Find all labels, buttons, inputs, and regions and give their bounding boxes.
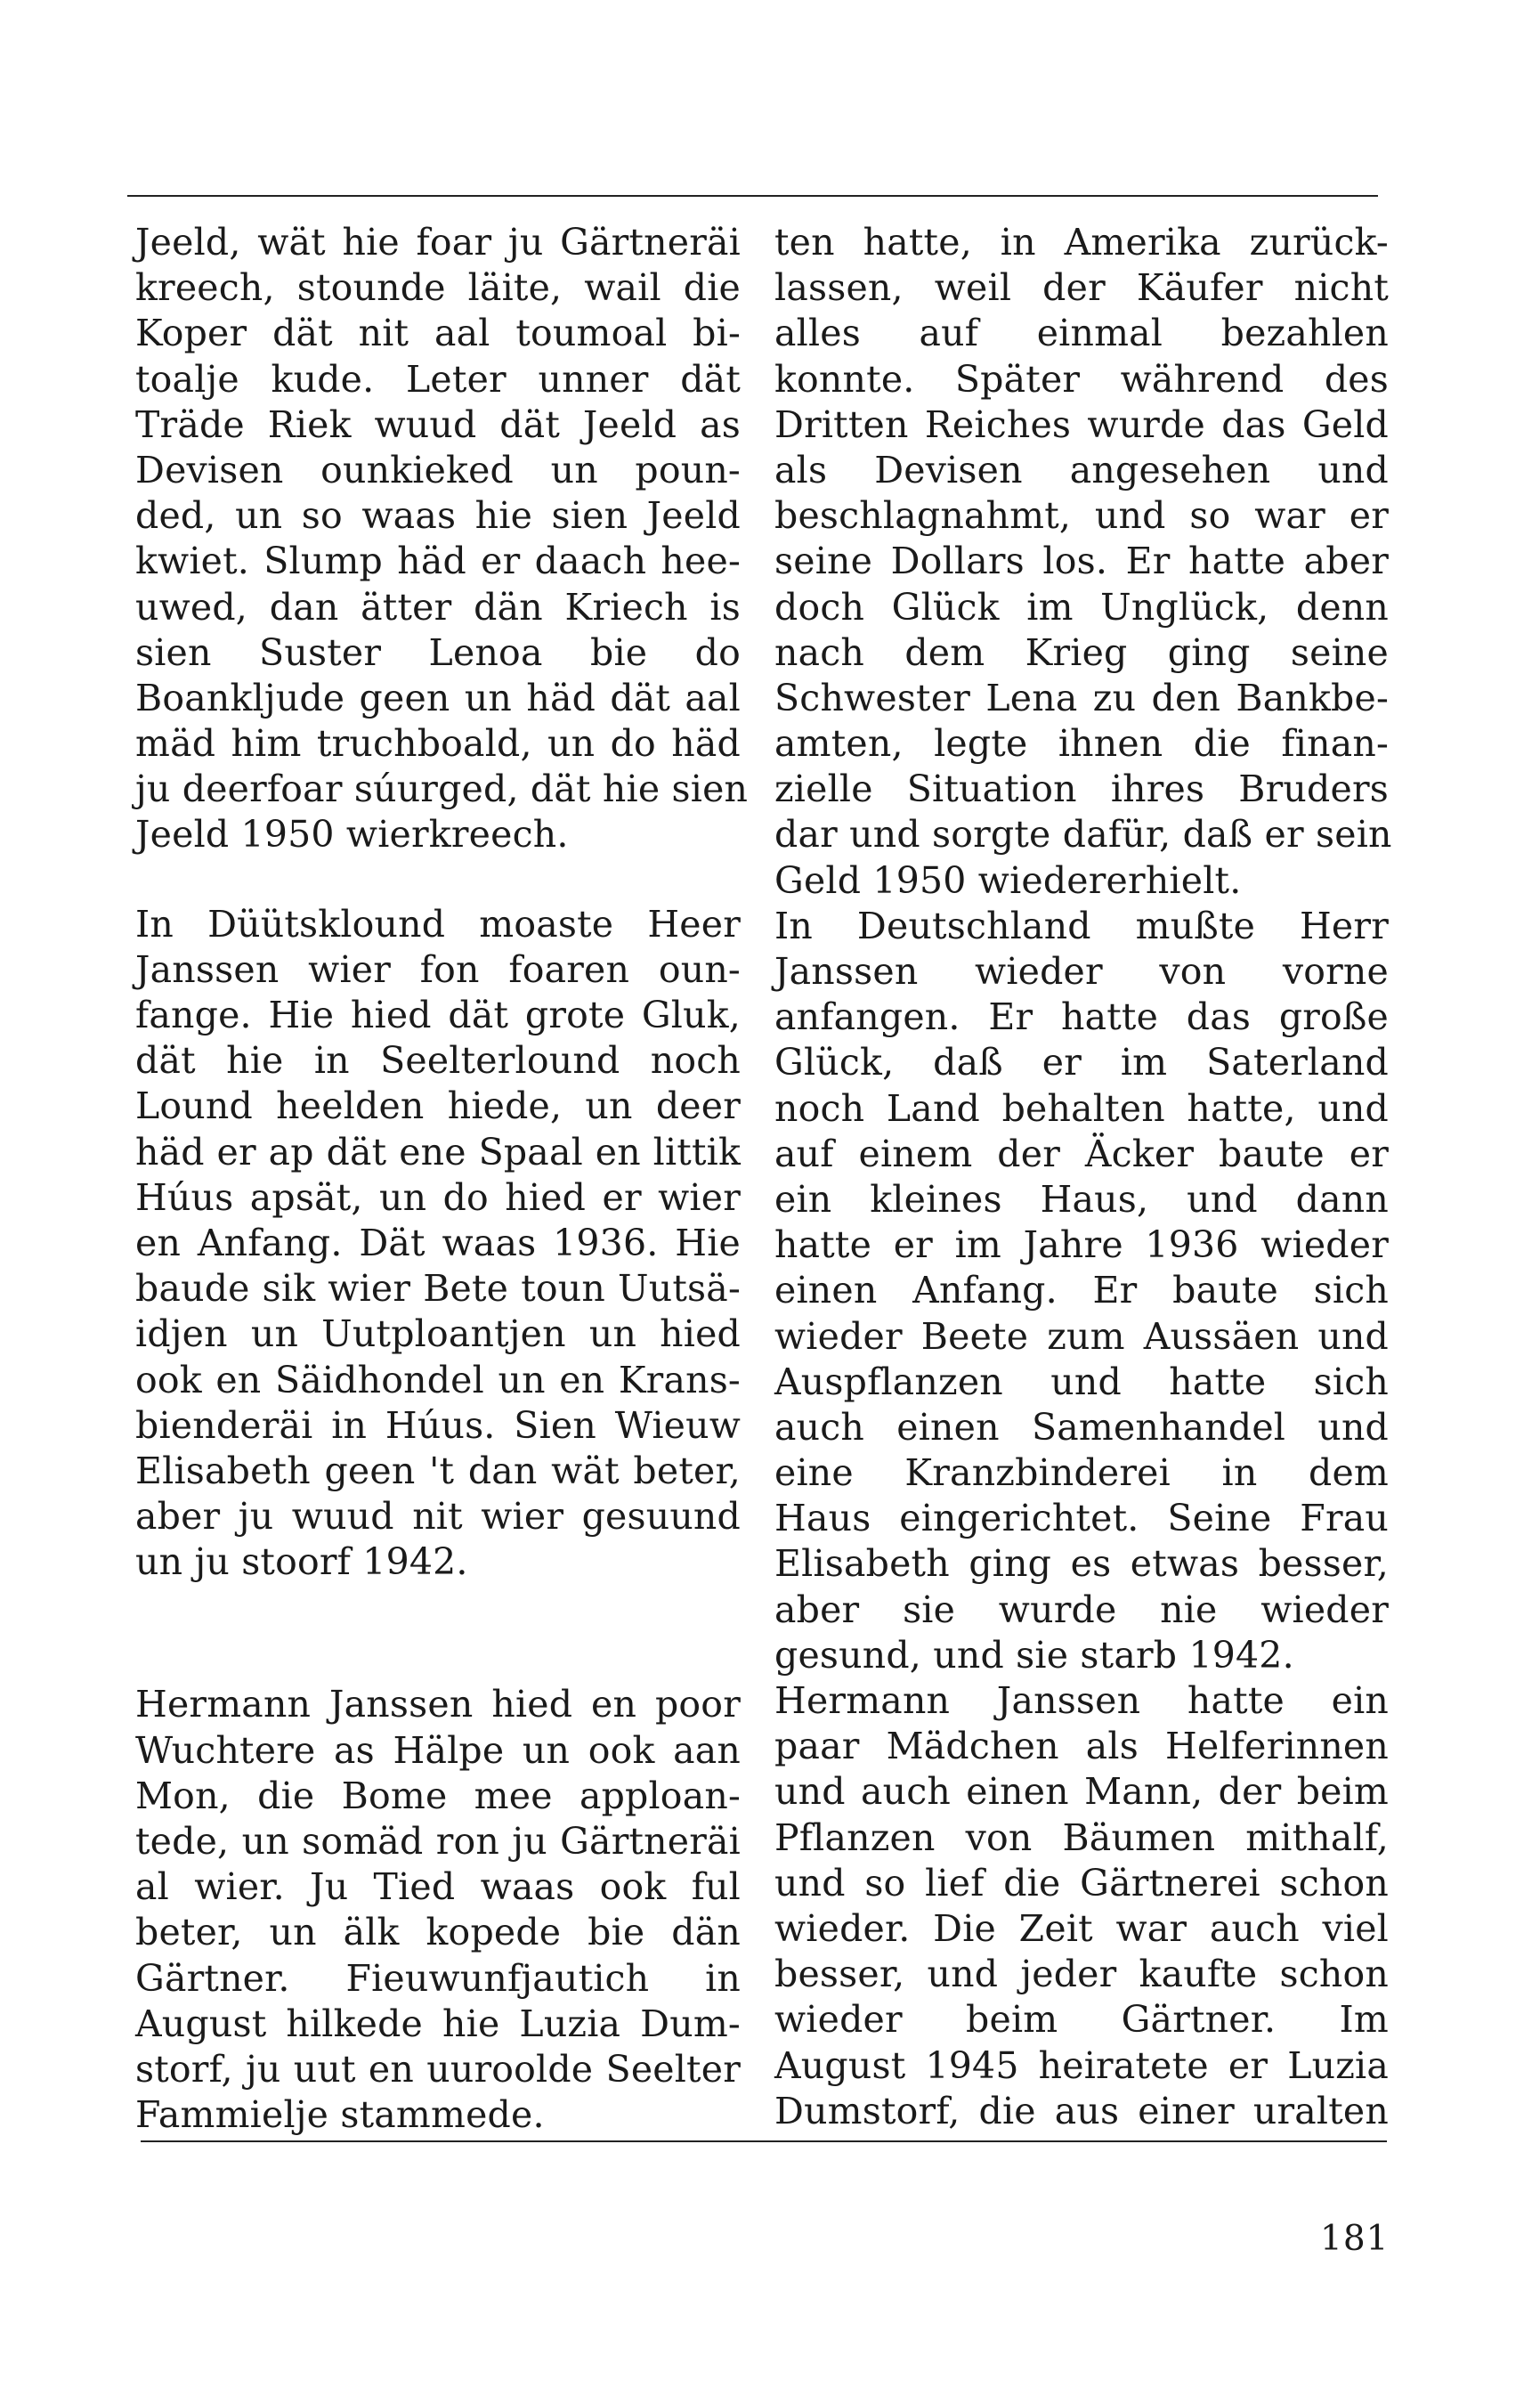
text-line: Glück, daß er im Saterland — [774, 1041, 1389, 1084]
text-line: Elisabeth ging es etwas besser, — [774, 1542, 1389, 1586]
text-line: al wier. Ju Tied waas ook ful — [135, 1865, 741, 1909]
text-line: dar und sorgte dafür, daß er sein — [774, 813, 1392, 857]
text-line: Devisen ounkieked un poun- — [135, 448, 741, 491]
text-line: storf, ju uut en uuroolde Seelter — [135, 2047, 741, 2091]
right-paragraph-2 — [774, 904, 1389, 1678]
right-paragraph-1 — [774, 220, 1392, 904]
text-line: Hermann Janssen hatte ein — [774, 1679, 1389, 1722]
text-line: und so lief die Gärtnerei schon — [774, 1861, 1389, 1905]
text-line: ded, un so waas hie sien Jeeld — [135, 494, 741, 538]
left-paragraph-2 — [135, 902, 741, 1586]
text-line: beschlagnahmt, und so war er — [774, 494, 1389, 538]
text-line: bienderäi in Húus. Sien Wieuw — [135, 1403, 741, 1447]
text-line: ten hatte, in Amerika zurück- — [774, 221, 1389, 264]
text-line: lassen, weil der Käufer nicht — [774, 266, 1389, 310]
text-line: einen Anfang. Er baute sich — [774, 1269, 1389, 1312]
text-line: Auspflanzen und hatte sich — [774, 1360, 1389, 1403]
text-line: Janssen wieder von vorne — [774, 950, 1389, 993]
text-line: baude sik wier Bete toun Uutsä- — [135, 1267, 741, 1311]
text-line: Schwester Lena zu den Bankbe- — [774, 676, 1389, 719]
text-line: tede, un somäd ron ju Gärtneräi — [135, 1820, 741, 1863]
text-line: kreech, stounde läite, wail die — [135, 266, 741, 310]
text-line: als Devisen angesehen und — [774, 448, 1389, 491]
left-paragraph-3 — [135, 1682, 741, 2138]
text-line: Elisabeth geen 't dan wät beter, — [135, 1449, 741, 1492]
text-line: Dritten Reiches wurde das Geld — [774, 402, 1389, 446]
text-line: wieder. Die Zeit war auch viel — [774, 1906, 1389, 1950]
text-line: auf einem der Äcker baute er — [774, 1132, 1389, 1175]
text-line: idjen un Uutploantjen un hied — [135, 1312, 741, 1356]
text-line: amten, legte ihnen die finan- — [774, 722, 1389, 766]
text-line: gesund, und sie starb 1942. — [774, 1633, 1294, 1677]
text-line: In Deutschland mußte Herr — [774, 904, 1389, 947]
text-line: ju deerfoar súurged, dät hie sien — [135, 767, 749, 811]
text-line: zielle Situation ihres Bruders — [774, 767, 1389, 811]
text-line: ook en Säidhondel un en Krans- — [135, 1358, 741, 1401]
text-line: konnte. Später während des — [774, 357, 1389, 401]
text-line: In Düütsklound moaste Heer — [135, 902, 741, 946]
text-line: wieder beim Gärtner. Im — [774, 1998, 1389, 2042]
text-line: doch Glück im Unglück, denn — [774, 585, 1389, 629]
text-line: hatte er im Jahre 1936 wieder — [774, 1223, 1389, 1267]
text-line: Fammielje stammede. — [135, 2093, 545, 2137]
page-number: 181 — [1320, 2219, 1390, 2259]
text-line: kwiet. Slump häd er daach hee- — [135, 540, 741, 583]
text-line: nach dem Krieg ging seine — [774, 630, 1389, 674]
text-line: toalje kude. Leter unner dät — [135, 357, 741, 401]
text-line: Mon, die Bome mee apploan- — [135, 1774, 741, 1817]
text-line: eine Kranzbinderei in dem — [774, 1451, 1389, 1495]
text-line: Pflanzen von Bäumen mithalf, — [774, 1815, 1389, 1859]
text-line: wieder Beete zum Aussäen und — [774, 1314, 1389, 1358]
text-line: besser, und jeder kaufte schon — [774, 1953, 1389, 1996]
text-line: anfangen. Er hatte das große — [774, 995, 1389, 1039]
top-rule — [127, 195, 1378, 197]
text-line: paar Mädchen als Helferinnen — [774, 1725, 1389, 1768]
text-line: Träde Riek wuud dät Jeeld as — [135, 402, 741, 446]
text-line: Jeeld 1950 wierkreech. — [135, 813, 569, 857]
text-line: Jeeld, wät hie foar ju Gärtneräi — [135, 221, 741, 264]
text-line: beter, un älk kopede bie dän — [135, 1911, 741, 1954]
text-line: Hermann Janssen hied en poor — [135, 1683, 741, 1726]
text-line: un ju stoorf 1942. — [135, 1540, 468, 1584]
text-line: August 1945 heiratete er Luzia — [774, 2043, 1389, 2087]
text-line: dät hie in Seelterlound noch — [135, 1039, 741, 1083]
right-column-german-text — [774, 220, 1392, 2134]
text-line: Húus apsät, un do hied er wier — [135, 1175, 741, 1219]
text-line: häd er ap dät ene Spaal en littik — [135, 1130, 741, 1174]
text-line: Janssen wier fon foaren oun- — [135, 947, 741, 991]
text-line: seine Dollars los. Er hatte aber — [774, 540, 1389, 583]
text-line: Gärtner. Fieuwunfjautich in — [135, 1956, 741, 2000]
text-line: Haus eingerichtet. Seine Frau — [774, 1497, 1389, 1540]
right-paragraph-3 — [774, 1678, 1389, 2134]
text-line: auch einen Samenhandel und — [774, 1405, 1389, 1449]
text-line: fange. Hie hied dät grote Gluk, — [135, 994, 741, 1036]
bottom-rule — [141, 2140, 1387, 2142]
text-line: ein kleines Haus, und dann — [774, 1177, 1389, 1221]
text-line: Dumstorf, die aus einer uralten — [774, 2089, 1389, 2132]
text-line: noch Land behalten hatte, und — [774, 1086, 1389, 1130]
text-line: alles auf einmal bezahlen — [774, 312, 1389, 355]
text-line: sien Suster Lenoa bie do — [135, 630, 741, 674]
text-line: Wuchtere as Hälpe un ook aan — [135, 1728, 741, 1772]
text-line: Koper dät nit aal toumoal bi- — [135, 312, 741, 355]
text-line: uwed, dan ätter dän Kriech is — [135, 585, 741, 629]
text-line: Geld 1950 wiedererhielt. — [774, 858, 1242, 902]
text-line: Boankljude geen un häd dät aal — [135, 676, 741, 719]
text-line: aber sie wurde nie wieder — [774, 1588, 1389, 1631]
text-line: August hilkede hie Luzia Dum- — [135, 2002, 741, 2045]
text-line: Lound heelden hiede, un deer — [135, 1084, 741, 1128]
text-line: und auch einen Mann, der beim — [774, 1770, 1389, 1814]
left-paragraph-1 — [135, 220, 749, 858]
text-line: en Anfang. Dät waas 1936. Hie — [135, 1221, 741, 1264]
left-column-seelter-text — [135, 220, 749, 2138]
text-line: aber ju wuud nit wier gesuund — [135, 1495, 741, 1539]
text-line: mäd him truchboald, un do häd — [135, 722, 741, 766]
